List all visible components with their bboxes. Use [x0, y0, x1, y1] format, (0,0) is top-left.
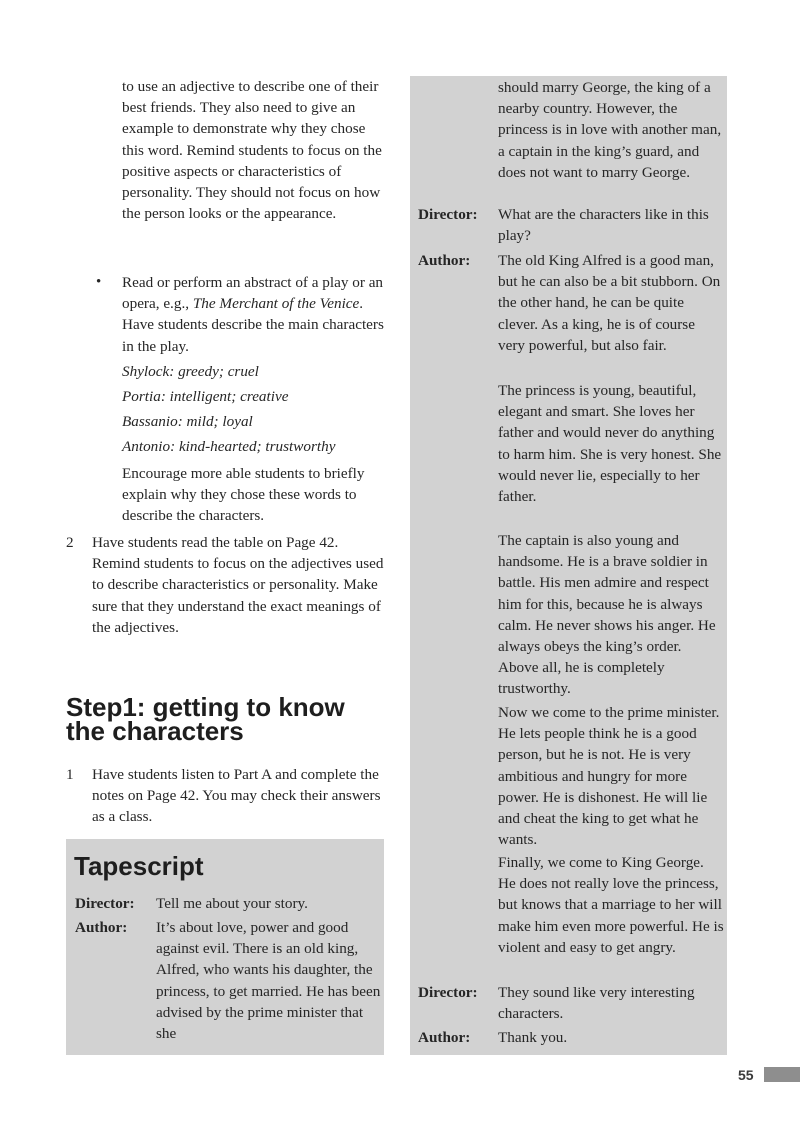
dialogue-line: They sound like very interesting characters.: [498, 984, 695, 1023]
play-title: The Merchant of the Venice: [192, 295, 360, 313]
dialogue-line: Thank you.: [498, 1029, 568, 1046]
tapescript-box-left: [66, 839, 384, 1055]
item-text: Have students read the table on Page 42. Remind students to focus on the adjectives used to describe characteristics or personality. Make sure that they understand the exact meanings of the adjectives.: [92, 534, 384, 636]
step-heading: Step1: getting to know the characters: [66, 692, 345, 746]
character-line: Portia: intelligent; creative: [122, 388, 289, 405]
character-line: Bassanio: mild; loyal: [122, 413, 253, 430]
dialogue-line: should marry George, the king of a nearby country. However, the princess is in love with another man, a captain in the king’s guard, and does not want to marry George.: [498, 79, 722, 181]
bullet-paragraph: [122, 272, 390, 357]
dialogue-line: The princess is young, beautiful, elegant and smart. She loves her father and would never do anything to harm him. She is very honest. She would never lie, especially to her father.: [498, 382, 722, 506]
character-line: Antonio: kind-hearted; trustworthy: [122, 438, 336, 455]
intro-paragraph: to use an adjective to describe one of their best friends. They also need to give an example to demonstrate why they chose this word. Remind students to focus on the positive aspects or characteristics of personality. They should not focus on how the person looks or the appearance.: [122, 78, 382, 223]
speaker-label: Author:: [418, 1029, 471, 1046]
dialogue-line: The old King Alfred is a good man, but he can also be a bit stubborn. On the other hand, he can be quite clever. As a king, he is of course very powerful, but also fair.: [498, 252, 721, 354]
speaker-label: Director:: [418, 984, 478, 1001]
item-text: Have students listen to Part A and complete the notes on Page 42. You may check their answers as a class.: [92, 766, 381, 826]
tapescript-box-right: [410, 76, 727, 1055]
character-line: Shylock: greedy; cruel: [122, 363, 259, 380]
item-number: 2: [66, 534, 74, 551]
page-number: 55: [738, 1067, 754, 1083]
speaker-label: Director:: [418, 206, 478, 223]
speaker-label: Author:: [75, 919, 128, 936]
dialogue-line: Tell me about your story.: [156, 895, 308, 912]
tapescript-title: Tapescript: [74, 851, 204, 881]
dialogue-line: What are the characters like in this play?: [498, 206, 709, 245]
page-number-bar: [764, 1067, 800, 1082]
bullet-text-before: Read or perform an abstract of a play or an opera, e.g.,: [122, 274, 384, 313]
dialogue-line: Finally, we come to King George. He does not really love the princess, but knows that a marriage to her will make him even more powerful. He is violent and easy to get angry.: [498, 854, 724, 956]
item-number: 1: [66, 766, 74, 783]
encourage-paragraph: Encourage more able students to briefly explain why they chose these words to describe the characters.: [122, 465, 365, 525]
dialogue-line: It’s about love, power and good against evil. There is an old king, Alfred, who wants his daughter, the princess, to get married. He has been advised by the prime minister that she: [156, 919, 381, 1043]
bullet-marker: •: [96, 274, 102, 290]
speaker-label: Director:: [75, 895, 135, 912]
speaker-label: Author:: [418, 252, 471, 269]
dialogue-line: The captain is also young and handsome. He is a brave soldier in battle. His men admire and respect him for this, because he is always calm. He never shows his anger. He always obeys the king’s order. Above all, he is completely trustworthy.: [498, 532, 716, 698]
bullet-text-after: . Have students describe the main characters in the play.: [122, 295, 384, 355]
dialogue-line: Now we come to the prime minister. He lets people think he is a good person, but he is not. He is very ambitious and hungry for more power. He is dishonest. He will lie and cheat the king to get what he wants.: [498, 704, 720, 849]
